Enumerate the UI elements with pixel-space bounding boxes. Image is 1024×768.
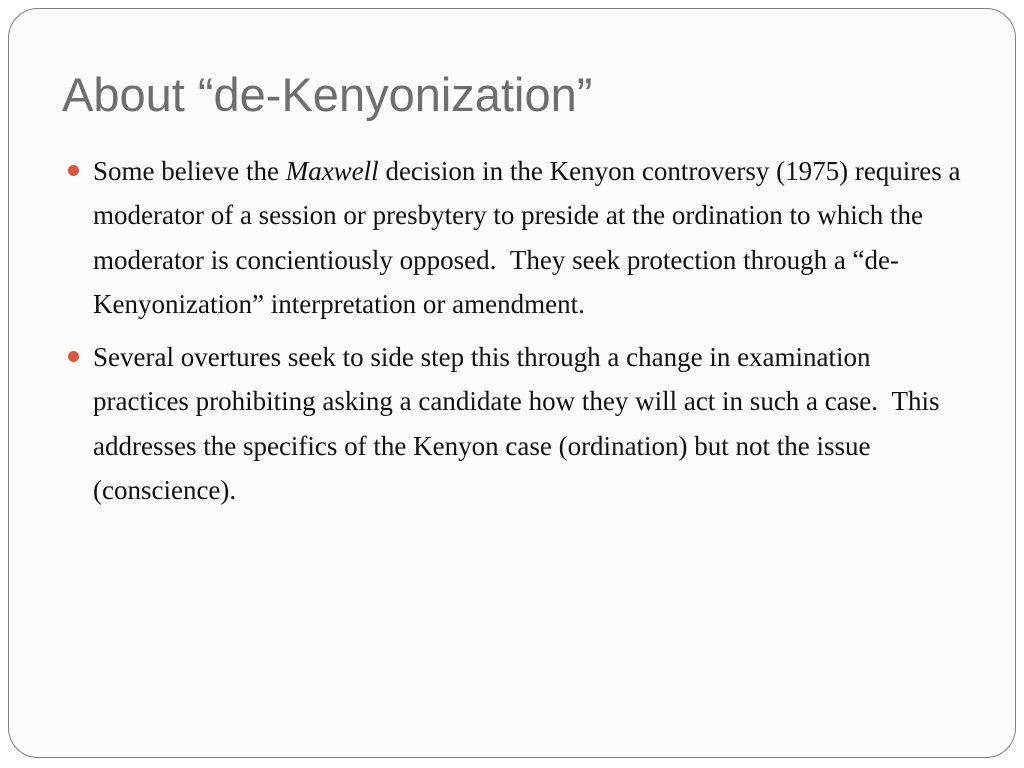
bullet-item-2 (93, 335, 973, 512)
bullet-1-case-name: Maxwell (285, 156, 379, 186)
bullet-dot-icon (68, 165, 79, 176)
slide-frame (8, 8, 1016, 758)
bullet-2-text: Several overtures seek to side step this through a change in examination practices prohibiting asking a candidate how they will act in such a case. This addresses the specifics of the Kenyon case (ordination) but not the issue (conscience). (93, 342, 940, 506)
slide-title: About “de-Kenyonization” (62, 68, 593, 121)
bullet-1-text-end: decision in the Kenyon controversy (1975) requires a moderator of a session or presbytery to preside at the ordination to which the moderator is concientiously opposed. They seek protection through a “de-Kenyonization” interpretation or amendment. (93, 156, 961, 319)
bullet-dot-icon (68, 351, 79, 362)
bullet-1-text-start: Some believe the (93, 156, 286, 186)
bullet-list (93, 149, 973, 521)
bullet-item-1 (93, 149, 973, 326)
